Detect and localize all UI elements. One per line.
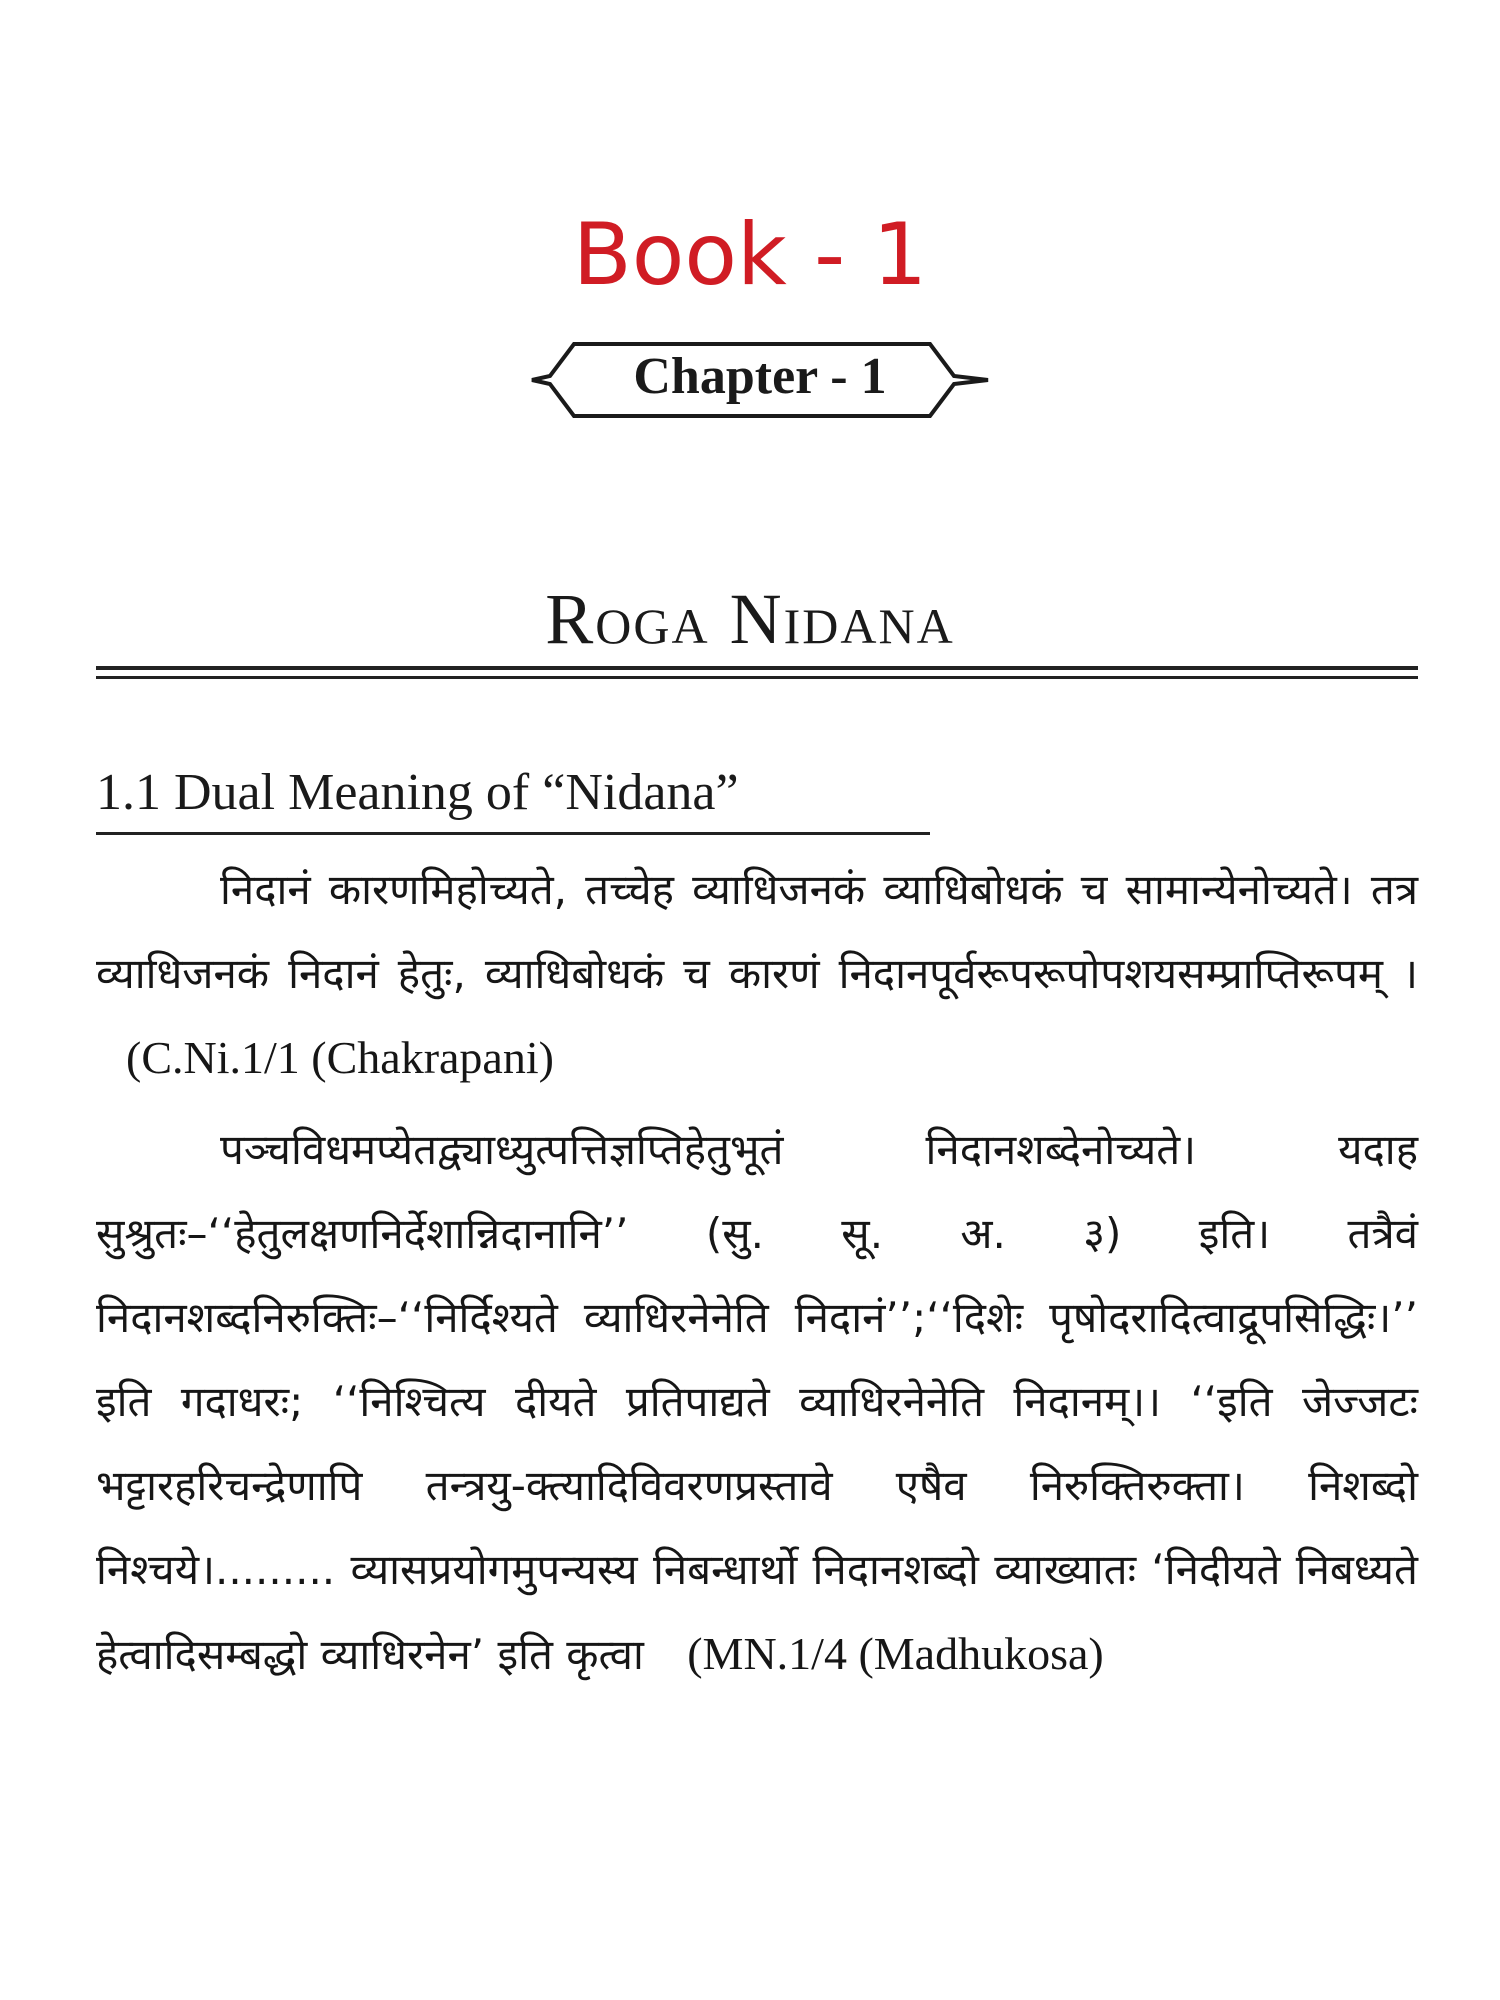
paragraph-2-reference: (MN.1/4 (Madhukosa)	[687, 1628, 1104, 1679]
chapter-banner	[530, 336, 990, 426]
paragraph-2-text: पञ्चविधमप्येतद्व्याध्युत्पत्तिज्ञप्तिहेतुभूतं निदानशब्देनोच्यते। यदाह सुश्रुतः–‘‘हेतुलक्षणनिर्देशान्निदानानि’’ (सु. सू. अ. ३) इति। तत्रैवं निदानशब्दनिरुक्तिः–‘‘निर्दिश्यते व्याधिरनेनेति निदानं’’;‘‘दिशेः पृषोदरादित्वाद्रूपसिद्धिः।’’ इति गदाधरः; ‘‘निश्चित्य दीयते प्रतिपाद्यते व्याधिरनेनेति निदानम्।। ‘‘इति जेज्जटः भट्टारहरिचन्द्रेणापि तन्त्रयु-क्त्यादिविवरणप्रस्तावे एषैव निरुक्तिरुक्ता। निशब्दो निश्चये।......... व्यासप्रयोगमुपन्यस्य निबन्धार्थो निदानशब्दो व्याख्यातः ‘निदीयते निबध्यते हेत्वादिसम्बद्धो व्याधिरनेन’ इति कृत्वा	[96, 1125, 1418, 1679]
chapter-title: Roga Nidana	[545, 579, 955, 659]
book-title: Book - 1	[572, 205, 928, 305]
title-rule-thick	[96, 666, 1418, 670]
title-rule-thin	[96, 676, 1418, 679]
paragraph-1-reference: (C.Ni.1/1 (Chakrapani)	[126, 1032, 554, 1083]
section-heading-underline	[96, 832, 930, 835]
section-heading: 1.1 Dual Meaning of “Nidana”	[96, 764, 739, 821]
chapter-label: Chapter - 1	[633, 348, 887, 405]
paragraph-1	[96, 848, 1418, 1100]
paragraph-2	[96, 1108, 1418, 1748]
paragraph-1-text: निदानं कारणमिहोच्यते, तच्चेह व्याधिजनकं व्याधिबोधकं च सामान्येनोच्यते। तत्र व्याधिजनकं निदानं हेतुः, व्याधिबोधकं च कारणं निदानपूर्वरूपरूपोपशयसम्प्राप्तिरूपम् ।	[96, 865, 1418, 998]
